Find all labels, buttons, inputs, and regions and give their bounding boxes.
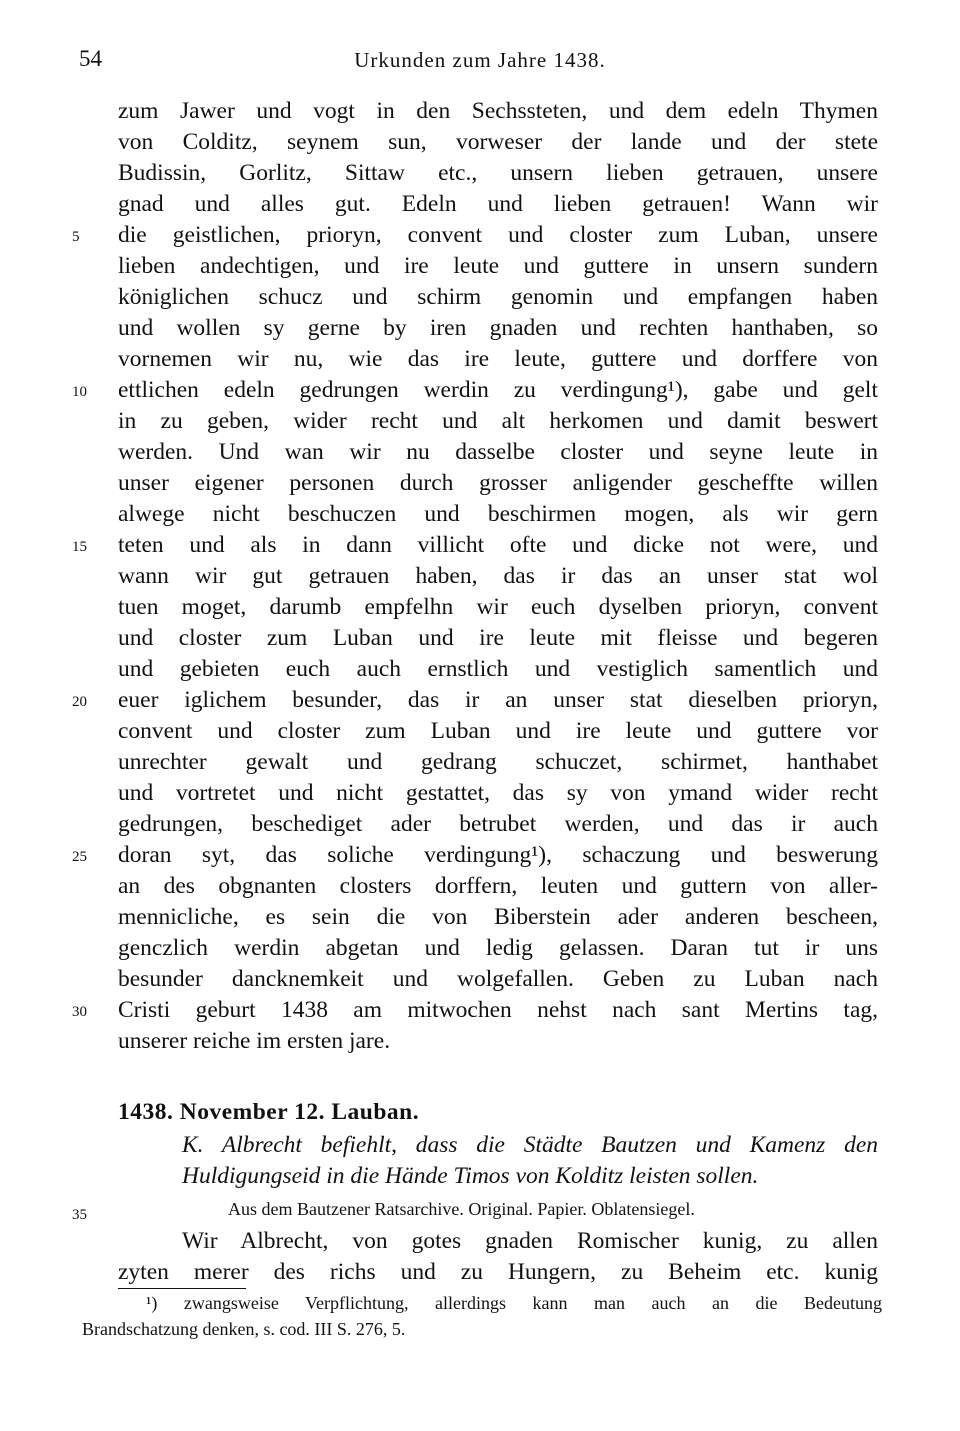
- text-line: [118, 871, 878, 902]
- text-line-content: die geistlichen, prioryn, convent und closter zum Luban, unsere: [118, 222, 878, 248]
- text-line: [118, 716, 878, 747]
- footnote-line-2: Brandschatzung denken, s. cod. III S. 276, 5.: [82, 1319, 406, 1339]
- text-line-content: euer iglichem besunder, das ir an unser stat dieselben prioryn,: [118, 687, 878, 713]
- text-line: [118, 251, 878, 282]
- entry-source: [72, 1192, 878, 1226]
- entry-text-line-2: zyten merer des richs und zu Hungern, zu Beheim etc. kunig: [118, 1259, 878, 1285]
- text-line-content: in zu geben, wider recht und alt herkomen und damit beswert: [118, 408, 878, 434]
- text-line-content: und gebieten euch auch ernstlich und vestiglich samentlich und: [118, 656, 878, 682]
- text-line: [118, 313, 878, 344]
- text-line-content: von Colditz, seynem sun, vorweser der lande und der stete: [118, 129, 878, 155]
- line-number: 35: [72, 1207, 87, 1223]
- text-line: [118, 933, 878, 964]
- page-header: [0, 46, 960, 76]
- text-line: [118, 437, 878, 468]
- entry-summary-line-2: Huldigungseid in die Hände Timos von Kolditz leisten sollen.: [182, 1163, 759, 1189]
- text-line: [118, 809, 878, 840]
- text-line-content: ettlichen edeln gedrungen werdin zu verdingung¹), gabe und gelt: [118, 377, 878, 403]
- text-line-content: und closter zum Luban und ire leute mit fleisse und begeren: [118, 625, 878, 651]
- text-line-content: unserer reiche im ersten jare.: [118, 1028, 391, 1054]
- text-line-content: unrechter gewalt und gedrang schuczet, schirmet, hanthabet: [118, 749, 878, 775]
- entry-heading: 1438. November 12. Lauban.: [118, 1099, 420, 1125]
- line-number: 5: [72, 229, 80, 245]
- text-line: [118, 158, 878, 189]
- line-number: 25: [72, 849, 87, 865]
- text-line: [118, 778, 878, 809]
- text-line-content: tuen moget, darumb empfelhn wir euch dyselben prioryn, convent: [118, 594, 878, 620]
- running-title: Urkunden zum Jahre 1438.: [354, 48, 606, 72]
- text-line: [72, 995, 878, 1026]
- text-line-content: Budissin, Gorlitz, Sittaw etc., unsern lieben getrauen, unsere: [118, 160, 878, 186]
- text-line: [118, 189, 878, 220]
- text-line: [118, 96, 878, 127]
- text-line-content: an des obgnanten closters dorffern, leuten und guttern von aller-: [118, 873, 878, 899]
- footnote-rule: [118, 1288, 246, 1289]
- line-number: 10: [72, 384, 87, 400]
- entry-source-text: Aus dem Bautzener Ratsarchive. Original. Papier. Oblatensiegel.: [228, 1199, 695, 1219]
- entry-summary-line-1: K. Albrecht befiehlt, dass die Städte Bautzen und Kamenz den: [182, 1132, 878, 1158]
- text-line-content: gedrungen, beschediget ader betrubet werden, und das ir auch: [118, 811, 878, 837]
- text-line: [118, 499, 878, 530]
- text-line: [118, 282, 878, 313]
- text-line: [118, 127, 878, 158]
- text-line-content: mennicliche, es sein die von Biberstein ader anderen bescheen,: [118, 904, 878, 930]
- entry-text-line-1: Wir Albrecht, von gotes gnaden Romischer kunig, zu allen: [182, 1228, 878, 1254]
- text-line-content: Cristi geburt 1438 am mitwochen nehst nach sant Mertins tag,: [118, 997, 878, 1023]
- document-body: [72, 96, 878, 1057]
- footnote-line-1: ¹) zwangsweise Verpflichtung, allerdings kann man auch an die Bedeutung: [146, 1293, 882, 1313]
- text-line: [118, 964, 878, 995]
- text-line-content: convent und closter zum Luban und ire leute und guttere vor: [118, 718, 878, 744]
- document-entry: [72, 1094, 878, 1288]
- line-number: 15: [72, 539, 87, 555]
- text-line: [118, 1026, 878, 1057]
- text-line: [118, 902, 878, 933]
- page-number: 54: [79, 46, 102, 71]
- line-number: 30: [72, 1004, 87, 1020]
- text-line: [118, 747, 878, 778]
- text-line: [118, 344, 878, 375]
- text-line-content: werden. Und wan wir nu dasselbe closter und seyne leute in: [118, 439, 878, 465]
- text-line: [72, 530, 878, 561]
- text-line-content: zum Jawer und vogt in den Sechssteten, und dem edeln Thymen: [118, 98, 878, 124]
- text-line-content: besunder dancknemkeit und wolgefallen. Geben zu Luban nach: [118, 966, 878, 992]
- text-line-content: genczlich werdin abgetan und ledig gelassen. Daran tut ir uns: [118, 935, 878, 961]
- text-line: [72, 840, 878, 871]
- text-line: [118, 561, 878, 592]
- text-line-content: lieben andechtigen, und ire leute und guttere in unsern sundern: [118, 253, 878, 279]
- text-line: [72, 685, 878, 716]
- text-line: [118, 623, 878, 654]
- text-line: [72, 375, 878, 406]
- text-line-content: alwege nicht beschuczen und beschirmen mogen, als wir gern: [118, 501, 878, 527]
- footnote: [82, 1290, 882, 1342]
- text-line-content: vornemen wir nu, wie das ire leute, guttere und dorffere von: [118, 346, 878, 372]
- text-line-content: teten und als in dann villicht ofte und dicke not were, und: [118, 532, 878, 558]
- text-line: [72, 220, 878, 251]
- line-number: 20: [72, 694, 87, 710]
- text-line: [118, 592, 878, 623]
- text-line: [118, 654, 878, 685]
- text-line-content: gnad und alles gut. Edeln und lieben getrauen! Wann wir: [118, 191, 878, 217]
- text-line-content: wann wir gut getrauen haben, das ir das an unser stat wol: [118, 563, 878, 589]
- text-line-content: doran syt, das soliche verdingung¹), schaczung und beswerung: [118, 842, 878, 868]
- text-line-content: unser eigener personen durch grosser anligender gescheffte willen: [118, 470, 878, 496]
- text-line: [118, 406, 878, 437]
- text-line-content: königlichen schucz und schirm genomin und empfangen haben: [118, 284, 878, 310]
- text-line: [118, 468, 878, 499]
- text-line-content: und vortretet und nicht gestattet, das sy von ymand wider recht: [118, 780, 878, 806]
- text-line-content: und wollen sy gerne by iren gnaden und rechten hanthaben, so: [118, 315, 878, 341]
